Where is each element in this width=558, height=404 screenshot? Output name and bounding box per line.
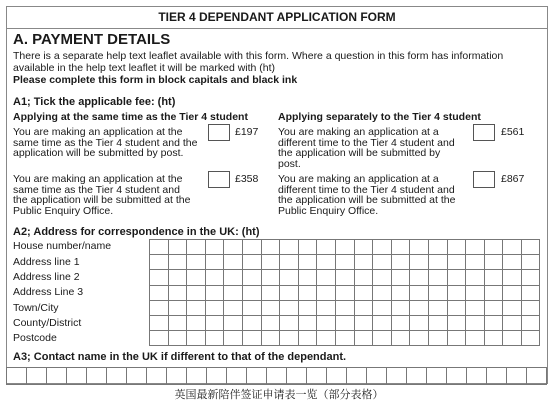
character-cell[interactable] bbox=[466, 270, 485, 285]
character-cell[interactable] bbox=[429, 240, 448, 255]
image-caption: 英国最新陪伴签证申请表一览（部分表格） bbox=[174, 389, 384, 401]
character-cell[interactable] bbox=[317, 240, 336, 255]
character-cell[interactable] bbox=[206, 316, 225, 331]
character-cell[interactable] bbox=[392, 286, 411, 301]
character-cell[interactable] bbox=[466, 286, 485, 301]
field-label-address3: Address Line 3 bbox=[13, 286, 84, 298]
character-cell[interactable] bbox=[7, 368, 27, 385]
character-cell[interactable] bbox=[280, 316, 299, 331]
field-label-postcode: Postcode bbox=[13, 332, 57, 344]
address-row[interactable] bbox=[150, 301, 540, 316]
character-cell[interactable] bbox=[429, 286, 448, 301]
character-cell[interactable] bbox=[373, 240, 392, 255]
character-cell[interactable] bbox=[280, 286, 299, 301]
character-cell[interactable] bbox=[317, 286, 336, 301]
character-cell[interactable] bbox=[187, 286, 206, 301]
a1-title: A1; Tick the applicable fee: (ht) bbox=[13, 96, 176, 108]
character-cell[interactable] bbox=[485, 301, 504, 316]
character-cell[interactable] bbox=[187, 255, 206, 270]
character-cell[interactable] bbox=[410, 270, 429, 285]
character-cell[interactable] bbox=[355, 240, 374, 255]
character-cell[interactable] bbox=[147, 368, 167, 385]
character-cell[interactable] bbox=[355, 301, 374, 316]
character-cell[interactable] bbox=[243, 301, 262, 316]
character-cell[interactable] bbox=[355, 270, 374, 285]
character-cell[interactable] bbox=[485, 316, 504, 331]
character-cell[interactable] bbox=[299, 331, 318, 346]
character-cell[interactable] bbox=[336, 255, 355, 270]
character-cell[interactable] bbox=[317, 301, 336, 316]
fee-option-same-time-office: You are making an application at the same time as the Tier 4 student and the application will be submitted at the Public Enquiry Office. bbox=[13, 173, 191, 217]
character-cell[interactable] bbox=[206, 240, 225, 255]
character-cell[interactable] bbox=[355, 255, 374, 270]
character-cell[interactable] bbox=[467, 368, 487, 385]
character-cell[interactable] bbox=[410, 316, 429, 331]
character-cell[interactable] bbox=[466, 301, 485, 316]
character-cell[interactable] bbox=[429, 255, 448, 270]
character-cell[interactable] bbox=[373, 301, 392, 316]
character-cell[interactable] bbox=[466, 316, 485, 331]
character-cell[interactable] bbox=[487, 368, 507, 385]
character-cell[interactable] bbox=[317, 255, 336, 270]
character-cell[interactable] bbox=[267, 368, 287, 385]
character-cell[interactable] bbox=[243, 240, 262, 255]
character-cell[interactable] bbox=[466, 331, 485, 346]
character-cell[interactable] bbox=[299, 240, 318, 255]
address-row[interactable] bbox=[150, 286, 540, 301]
character-cell[interactable] bbox=[392, 270, 411, 285]
character-cell[interactable] bbox=[355, 316, 374, 331]
character-cell[interactable] bbox=[262, 286, 281, 301]
character-cell[interactable] bbox=[243, 270, 262, 285]
character-cell[interactable] bbox=[287, 368, 307, 385]
instruction-text: Please complete this form in block capitals and black ink bbox=[13, 74, 298, 86]
character-cell[interactable] bbox=[107, 368, 127, 385]
character-cell[interactable] bbox=[299, 316, 318, 331]
character-cell[interactable] bbox=[447, 368, 467, 385]
character-cell[interactable] bbox=[262, 316, 281, 331]
character-cell[interactable] bbox=[243, 331, 262, 346]
character-cell[interactable] bbox=[392, 301, 411, 316]
character-cell[interactable] bbox=[448, 270, 467, 285]
character-cell[interactable] bbox=[410, 286, 429, 301]
character-cell[interactable] bbox=[387, 368, 407, 385]
character-cell[interactable] bbox=[485, 331, 504, 346]
character-cell[interactable] bbox=[522, 301, 541, 316]
section-title: A. PAYMENT DETAILS bbox=[13, 31, 171, 48]
character-cell[interactable] bbox=[262, 270, 281, 285]
character-cell[interactable] bbox=[355, 286, 374, 301]
field-label-house: House number/name bbox=[13, 240, 112, 252]
character-cell[interactable] bbox=[448, 255, 467, 270]
character-cell[interactable] bbox=[169, 331, 188, 346]
character-cell[interactable] bbox=[503, 301, 522, 316]
character-cell[interactable] bbox=[47, 368, 67, 385]
character-cell[interactable] bbox=[427, 368, 447, 385]
character-cell[interactable] bbox=[317, 316, 336, 331]
character-cell[interactable] bbox=[169, 316, 188, 331]
character-cell[interactable] bbox=[503, 286, 522, 301]
character-cell[interactable] bbox=[392, 331, 411, 346]
character-cell[interactable] bbox=[429, 316, 448, 331]
character-cell[interactable] bbox=[169, 301, 188, 316]
character-cell[interactable] bbox=[485, 255, 504, 270]
character-cell[interactable] bbox=[247, 368, 267, 385]
address-row[interactable] bbox=[150, 255, 540, 270]
character-cell[interactable] bbox=[206, 286, 225, 301]
character-cell[interactable] bbox=[410, 301, 429, 316]
character-cell[interactable] bbox=[367, 368, 387, 385]
character-cell[interactable] bbox=[150, 286, 169, 301]
character-cell[interactable] bbox=[280, 255, 299, 270]
character-cell[interactable] bbox=[336, 240, 355, 255]
character-cell[interactable] bbox=[336, 286, 355, 301]
character-cell[interactable] bbox=[448, 301, 467, 316]
character-cell[interactable] bbox=[187, 240, 206, 255]
character-cell[interactable] bbox=[522, 270, 541, 285]
character-cell[interactable] bbox=[206, 331, 225, 346]
character-cell[interactable] bbox=[503, 270, 522, 285]
character-cell[interactable] bbox=[187, 316, 206, 331]
character-cell[interactable] bbox=[187, 331, 206, 346]
character-cell[interactable] bbox=[206, 301, 225, 316]
character-cell[interactable] bbox=[262, 240, 281, 255]
field-label-address1: Address line 1 bbox=[13, 256, 80, 268]
character-cell[interactable] bbox=[485, 286, 504, 301]
character-cell[interactable] bbox=[307, 368, 327, 385]
character-cell[interactable] bbox=[169, 286, 188, 301]
fee-option-separate-post: You are making an application at a different time to the Tier 4 student and the application will be submitted by post. bbox=[278, 126, 455, 170]
character-cell[interactable] bbox=[503, 240, 522, 255]
character-cell[interactable] bbox=[243, 316, 262, 331]
character-cell[interactable] bbox=[336, 270, 355, 285]
character-cell[interactable] bbox=[27, 368, 47, 385]
character-cell[interactable] bbox=[243, 286, 262, 301]
character-cell[interactable] bbox=[187, 301, 206, 316]
character-cell[interactable] bbox=[429, 270, 448, 285]
character-cell[interactable] bbox=[410, 331, 429, 346]
character-cell[interactable] bbox=[503, 255, 522, 270]
character-cell[interactable] bbox=[150, 240, 169, 255]
character-cell[interactable] bbox=[280, 270, 299, 285]
a3-title: A3; Contact name in the UK if different to that of the dependant. bbox=[13, 351, 347, 363]
fee-price-197: £197 bbox=[235, 126, 259, 138]
character-cell[interactable] bbox=[336, 316, 355, 331]
character-cell[interactable] bbox=[207, 368, 227, 385]
character-cell[interactable] bbox=[224, 331, 243, 346]
character-cell[interactable] bbox=[299, 255, 318, 270]
character-cell[interactable] bbox=[224, 301, 243, 316]
address-input-grid[interactable] bbox=[149, 239, 540, 346]
character-cell[interactable] bbox=[522, 316, 541, 331]
character-cell[interactable] bbox=[280, 301, 299, 316]
character-cell[interactable] bbox=[280, 331, 299, 346]
character-cell[interactable] bbox=[429, 331, 448, 346]
character-cell[interactable] bbox=[373, 331, 392, 346]
character-cell[interactable] bbox=[355, 331, 374, 346]
character-cell[interactable] bbox=[522, 331, 541, 346]
application-form bbox=[6, 6, 548, 384]
character-cell[interactable] bbox=[503, 316, 522, 331]
character-cell[interactable] bbox=[169, 255, 188, 270]
character-cell[interactable] bbox=[392, 255, 411, 270]
character-cell[interactable] bbox=[448, 316, 467, 331]
character-cell[interactable] bbox=[373, 270, 392, 285]
character-cell[interactable] bbox=[299, 286, 318, 301]
character-cell[interactable] bbox=[336, 331, 355, 346]
character-cell[interactable] bbox=[485, 270, 504, 285]
character-cell[interactable] bbox=[262, 301, 281, 316]
fee-checkbox-867[interactable] bbox=[473, 171, 495, 188]
character-cell[interactable] bbox=[317, 331, 336, 346]
intro-text bbox=[13, 51, 541, 87]
character-cell[interactable] bbox=[206, 270, 225, 285]
character-cell[interactable] bbox=[410, 255, 429, 270]
address-row[interactable] bbox=[150, 240, 540, 255]
character-cell[interactable] bbox=[373, 255, 392, 270]
character-cell[interactable] bbox=[429, 301, 448, 316]
a2-title: A2; Address for correspondence in the UK: (ht) bbox=[13, 226, 260, 238]
form-title: TIER 4 DEPENDANT APPLICATION FORM bbox=[7, 7, 547, 29]
character-cell[interactable] bbox=[224, 255, 243, 270]
address-row[interactable] bbox=[150, 270, 540, 285]
character-cell[interactable] bbox=[448, 331, 467, 346]
character-cell[interactable] bbox=[485, 240, 504, 255]
character-cell[interactable] bbox=[224, 240, 243, 255]
character-cell[interactable] bbox=[448, 240, 467, 255]
intro-line-2: available in the help text leaflet it will be marked with (ht) bbox=[13, 61, 276, 74]
field-label-town: Town/City bbox=[13, 302, 59, 314]
character-cell[interactable] bbox=[522, 286, 541, 301]
character-cell[interactable] bbox=[224, 270, 243, 285]
character-cell[interactable] bbox=[206, 255, 225, 270]
character-cell[interactable] bbox=[150, 255, 169, 270]
character-cell[interactable] bbox=[150, 331, 169, 346]
fee-price-867: £867 bbox=[501, 173, 525, 185]
character-cell[interactable] bbox=[347, 368, 367, 385]
address-row[interactable] bbox=[150, 316, 540, 331]
character-cell[interactable] bbox=[167, 368, 187, 385]
character-cell[interactable] bbox=[410, 240, 429, 255]
character-cell[interactable] bbox=[280, 240, 299, 255]
character-cell[interactable] bbox=[327, 368, 347, 385]
character-cell[interactable] bbox=[127, 368, 147, 385]
character-cell[interactable] bbox=[527, 368, 547, 385]
field-label-county: County/District bbox=[13, 317, 82, 329]
fee-price-358: £358 bbox=[235, 173, 259, 185]
character-cell[interactable] bbox=[169, 270, 188, 285]
character-cell[interactable] bbox=[392, 316, 411, 331]
character-cell[interactable] bbox=[224, 316, 243, 331]
character-cell[interactable] bbox=[317, 270, 336, 285]
character-cell[interactable] bbox=[466, 240, 485, 255]
character-cell[interactable] bbox=[169, 240, 188, 255]
character-cell[interactable] bbox=[522, 255, 541, 270]
fee-option-same-time-post: You are making an application at the same time as the Tier 4 student and the application will be submitted by post. bbox=[13, 126, 198, 159]
character-cell[interactable] bbox=[507, 368, 527, 385]
character-cell[interactable] bbox=[262, 331, 281, 346]
intro-line-1: There is a separate help text leaflet available with this form. Where a question in this form has information bbox=[13, 50, 504, 62]
character-cell[interactable] bbox=[187, 368, 207, 385]
character-cell[interactable] bbox=[87, 368, 107, 385]
character-cell[interactable] bbox=[227, 368, 247, 385]
character-cell[interactable] bbox=[150, 301, 169, 316]
fee-option-separate-office: You are making an application at a different time to the Tier 4 student and the application will be submitted at the Public Enquiry Office. bbox=[278, 173, 456, 217]
fee-price-561: £561 bbox=[501, 126, 525, 138]
character-cell[interactable] bbox=[262, 255, 281, 270]
character-cell[interactable] bbox=[373, 286, 392, 301]
character-cell[interactable] bbox=[392, 240, 411, 255]
character-cell[interactable] bbox=[299, 301, 318, 316]
character-cell[interactable] bbox=[224, 286, 243, 301]
character-cell[interactable] bbox=[187, 270, 206, 285]
character-cell[interactable] bbox=[407, 368, 427, 385]
character-cell[interactable] bbox=[150, 316, 169, 331]
character-cell[interactable] bbox=[150, 270, 169, 285]
a1-right-heading: Applying separately to the Tier 4 student bbox=[278, 111, 481, 123]
contact-name-input-grid[interactable] bbox=[6, 367, 547, 385]
character-cell[interactable] bbox=[299, 270, 318, 285]
character-cell[interactable] bbox=[466, 255, 485, 270]
a1-left-heading: Applying at the same time as the Tier 4 student bbox=[13, 111, 248, 123]
character-cell[interactable] bbox=[522, 240, 541, 255]
character-cell[interactable] bbox=[503, 331, 522, 346]
fee-checkbox-197[interactable] bbox=[208, 124, 230, 141]
character-cell[interactable] bbox=[448, 286, 467, 301]
address-row[interactable] bbox=[150, 331, 540, 346]
fee-checkbox-358[interactable] bbox=[208, 171, 230, 188]
character-cell[interactable] bbox=[67, 368, 87, 385]
character-cell[interactable] bbox=[336, 301, 355, 316]
field-label-address2: Address line 2 bbox=[13, 271, 80, 283]
character-cell[interactable] bbox=[243, 255, 262, 270]
fee-checkbox-561[interactable] bbox=[473, 124, 495, 141]
character-cell[interactable] bbox=[373, 316, 392, 331]
